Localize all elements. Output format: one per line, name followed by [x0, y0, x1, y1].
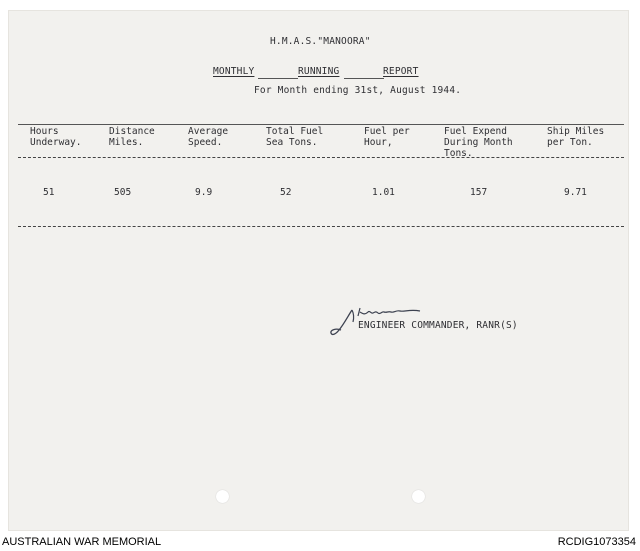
- signatory-title: ENGINEER COMMANDER, RANR(S): [358, 320, 518, 331]
- punch-hole-right: [412, 490, 425, 503]
- header-bottom-rule: [18, 157, 624, 158]
- report-period: For Month ending 31st, August 1944.: [254, 85, 462, 96]
- title-word-monthly: MONTHLY: [213, 66, 255, 77]
- header-average-speed: Average Speed.: [188, 126, 229, 148]
- header-fuel-expend: Fuel Expend During Month Tons.: [444, 126, 513, 159]
- document-page: [8, 10, 629, 531]
- title-word-report: REPORT: [383, 66, 419, 77]
- punch-hole-left: [216, 490, 229, 503]
- header-fuel-per-hour: Fuel per Hour,: [364, 126, 410, 148]
- title-word-running: RUNNING: [298, 66, 340, 77]
- footer-record-id: RCDIG1073354: [557, 536, 636, 548]
- value-fuel-expend: 157: [470, 187, 488, 198]
- value-total-fuel: 52: [280, 187, 292, 198]
- value-distance-miles: 505: [114, 187, 132, 198]
- title-underline-gap-2: [344, 78, 384, 79]
- value-average-speed: 9.9: [195, 187, 213, 198]
- ship-name: H.M.A.S."MANOORA": [270, 36, 371, 47]
- title-underline-gap-1: [258, 78, 298, 79]
- value-fuel-per-hour: 1.01: [372, 187, 395, 198]
- header-total-fuel: Total Fuel Sea Tons.: [266, 126, 324, 148]
- value-ship-miles-per-ton: 9.71: [564, 187, 587, 198]
- value-hours-underway: 51: [43, 187, 55, 198]
- table-top-rule: [18, 124, 624, 125]
- header-hours-underway: Hours Underway.: [30, 126, 82, 148]
- footer-archive-name: AUSTRALIAN WAR MEMORIAL: [2, 536, 162, 548]
- table-bottom-rule: [18, 226, 624, 227]
- header-distance-miles: Distance Miles.: [109, 126, 155, 148]
- header-ship-miles-per-ton: Ship Miles per Ton.: [547, 126, 605, 148]
